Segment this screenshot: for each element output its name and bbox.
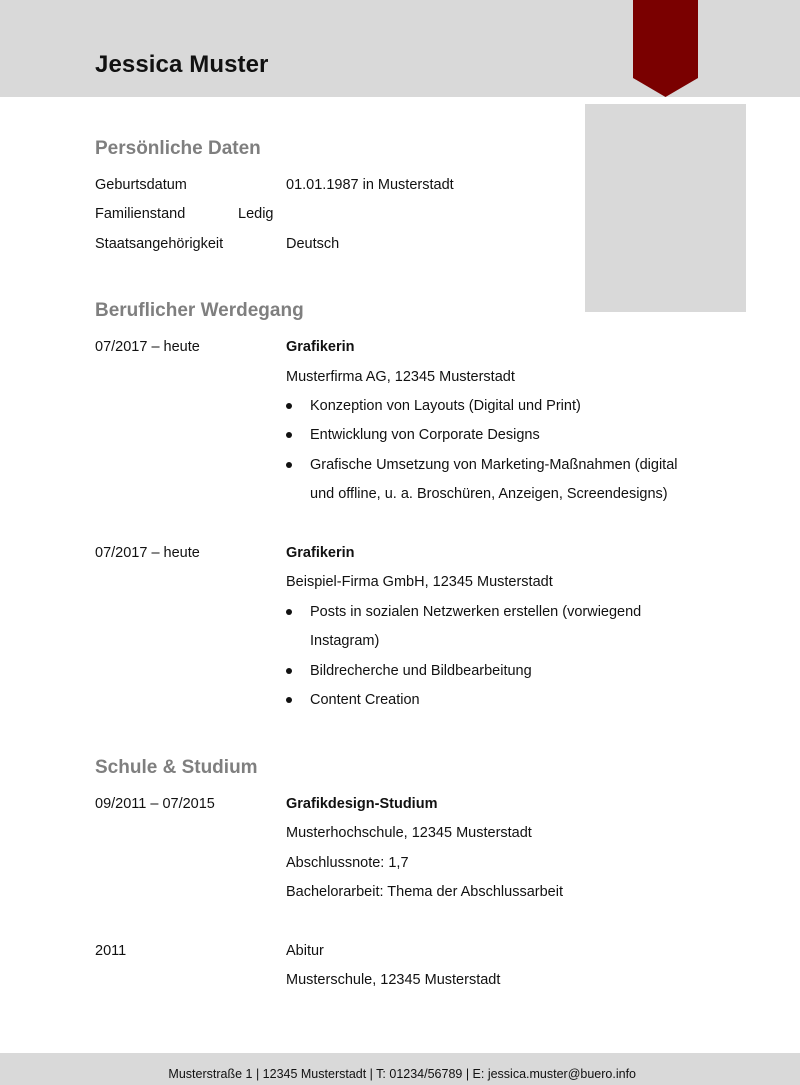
career-bullet: Posts in sozialen Netzwerken erstellen (vorwiegend bbox=[310, 604, 642, 620]
career-bullet-continued: Instagram) bbox=[310, 633, 380, 649]
career-role: Grafikerin bbox=[286, 339, 355, 355]
personal-value-marital: Ledig bbox=[238, 206, 274, 222]
career-bullet: Entwicklung von Corporate Designs bbox=[310, 427, 540, 443]
personal-label-birthdate: Geburtsdatum bbox=[95, 177, 187, 193]
career-company: Beispiel-Firma GmbH, 12345 Musterstadt bbox=[286, 574, 553, 590]
career-bullet: Konzeption von Layouts (Digital und Print) bbox=[310, 398, 581, 414]
education-detail: Bachelorarbeit: Thema der Abschlussarbeit bbox=[286, 884, 563, 900]
personal-label-marital: Familienstand bbox=[95, 206, 186, 222]
bookmark-ribbon-icon bbox=[633, 0, 698, 97]
career-period: 07/2017 – heute bbox=[95, 545, 200, 561]
education-period: 09/2011 – 07/2015 bbox=[95, 796, 215, 812]
career-role: Grafikerin bbox=[286, 545, 355, 561]
bullet-dot-icon bbox=[286, 668, 292, 674]
bullet-dot-icon bbox=[286, 609, 292, 615]
bullet-dot-icon bbox=[286, 432, 292, 438]
career-period: 07/2017 – heute bbox=[95, 339, 200, 355]
education-detail: Musterschule, 12345 Musterstadt bbox=[286, 972, 501, 988]
career-company: Musterfirma AG, 12345 Musterstadt bbox=[286, 369, 515, 385]
section-title-career: Beruflicher Werdegang bbox=[95, 300, 304, 321]
personal-label-nationality: Staatsangehörigkeit bbox=[95, 236, 224, 252]
photo-placeholder bbox=[585, 104, 746, 312]
bullet-dot-icon bbox=[286, 403, 292, 409]
section-title-personal: Persönliche Daten bbox=[95, 138, 261, 159]
education-detail: Musterhochschule, 12345 Musterstadt bbox=[286, 825, 532, 841]
education-detail: Abschlussnote: 1,7 bbox=[286, 855, 409, 871]
education-degree: Grafikdesign-Studium bbox=[286, 796, 438, 812]
career-bullet: Content Creation bbox=[310, 692, 420, 708]
bullet-dot-icon bbox=[286, 462, 292, 468]
personal-value-nationality: Deutsch bbox=[286, 236, 340, 252]
cv-name: Jessica Muster bbox=[95, 51, 269, 78]
section-title-education: Schule & Studium bbox=[95, 757, 258, 778]
career-bullet-continued: und offline, u. a. Broschüren, Anzeigen, Screendesigns) bbox=[310, 486, 668, 502]
education-degree: Abitur bbox=[286, 943, 324, 959]
career-bullet: Grafische Umsetzung von Marketing-Maßnahmen (digital bbox=[310, 457, 678, 473]
personal-value-birthdate: 01.01.1987 in Musterstadt bbox=[286, 177, 454, 193]
education-period: 2011 bbox=[95, 943, 127, 959]
career-bullet: Bildrecherche und Bildbearbeitung bbox=[310, 663, 532, 679]
bullet-dot-icon bbox=[286, 697, 292, 703]
footer-contact: Musterstraße 1 | 12345 Musterstadt | T: 01234/56789 | E: jessica.muster@buero.info bbox=[168, 1067, 636, 1081]
